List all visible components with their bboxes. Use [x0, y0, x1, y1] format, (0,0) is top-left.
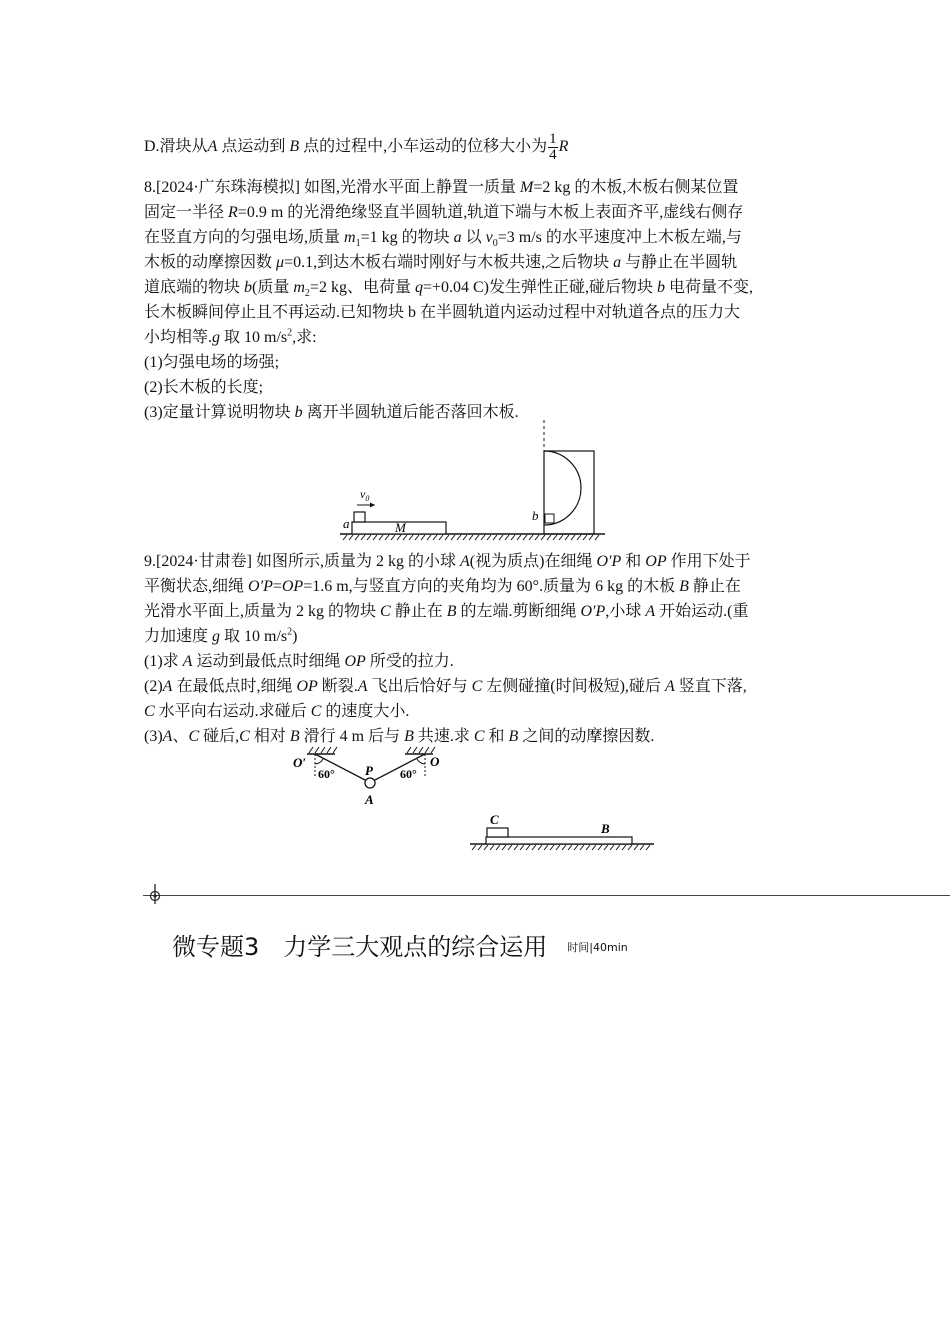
- var: A: [357, 678, 368, 695]
- label-angle-left: 60°: [318, 767, 335, 781]
- var: C: [380, 603, 391, 620]
- var: OP: [281, 578, 304, 595]
- q8-line3: [144, 226, 742, 250]
- var: A: [207, 138, 218, 156]
- text: 木板的动摩擦因数: [144, 254, 277, 271]
- q9-line3: [144, 600, 748, 624]
- text: 左侧碰撞(时间极短),碰后: [482, 678, 665, 695]
- text: 的左端.剪断细绳: [456, 603, 581, 620]
- var: B: [679, 578, 689, 595]
- text: 所受的拉力.: [365, 653, 454, 670]
- text: 平衡状态,细绳: [144, 578, 249, 595]
- var: C: [144, 703, 155, 720]
- section-divider: [143, 895, 950, 896]
- var: A: [645, 603, 656, 620]
- subscript: 1: [355, 238, 361, 250]
- label-C: C: [490, 812, 499, 827]
- var: O′P: [596, 553, 622, 570]
- text: 取 10 m/s: [220, 329, 288, 346]
- text: 作用下处于: [666, 553, 751, 570]
- q8-sub1: (1)匀强电场的场强;: [144, 354, 280, 371]
- var: v: [485, 229, 493, 246]
- text: =1 kg 的物块: [360, 229, 454, 246]
- var: C: [188, 728, 200, 745]
- var: M: [520, 179, 534, 196]
- text: ): [292, 628, 298, 645]
- var: A: [162, 728, 173, 745]
- text: (2): [144, 678, 163, 695]
- var: OP: [296, 678, 318, 695]
- section-title: [172, 930, 628, 965]
- text: =2 kg 的木板,木板右侧某位置: [533, 179, 739, 196]
- q8-figure: [335, 418, 615, 542]
- text: =+0.04 C)发生弹性正碰,碰后物块: [422, 279, 658, 296]
- text: 取 10 m/s: [220, 628, 288, 645]
- label-b: b: [532, 508, 539, 523]
- text: 静止在: [390, 603, 447, 620]
- label-M: M: [395, 520, 406, 535]
- var: A: [664, 678, 675, 695]
- text: 之间的动摩擦因数.: [518, 728, 655, 745]
- text: 9.[2024·甘肃卷] 如图所示,质量为 2 kg 的小球: [144, 553, 460, 570]
- q8-line1: [144, 176, 738, 200]
- var: μ: [276, 254, 285, 271]
- var: OP: [344, 653, 366, 670]
- q9-sub2b: [144, 700, 409, 724]
- var: q: [414, 279, 423, 296]
- var: O′P: [248, 578, 273, 595]
- q8-line2: [144, 201, 743, 225]
- text: 滑行 4 m 后与: [299, 728, 405, 745]
- label-P: P: [365, 763, 373, 778]
- text: 开始运动.(重: [655, 603, 749, 620]
- text: (3)定量计算说明物块: [144, 404, 295, 421]
- text: =0.9 m 的光滑绝缘竖直半圆轨道,轨道下端与木板上表面齐平,虚线右侧存: [237, 204, 744, 221]
- var: B: [404, 728, 414, 745]
- var: C: [310, 703, 322, 720]
- var: R: [558, 138, 569, 156]
- text: 光滑水平面上,质量为 2 kg 的物块: [144, 603, 381, 620]
- label-a: a: [343, 516, 350, 531]
- text: =3 m/s 的水平速度冲上木板左端,与: [497, 229, 742, 246]
- var: g: [212, 329, 221, 346]
- left-angle-arc: [315, 759, 323, 764]
- text: 和: [484, 728, 509, 745]
- crosshair-icon: [146, 884, 164, 906]
- text: 8.[2024·广东珠海模拟] 如图,光滑水平面上静置一质量: [144, 179, 520, 196]
- q8-sub2: (2)长木板的长度;: [144, 379, 264, 396]
- var: B: [508, 728, 519, 745]
- label-Op: O′: [293, 755, 307, 770]
- var: g: [212, 628, 221, 645]
- text: (3): [144, 728, 163, 745]
- q8-line4: [144, 251, 737, 275]
- var: C: [239, 728, 250, 745]
- var: a: [453, 229, 462, 246]
- velocity-arrow: [357, 503, 375, 508]
- var: b: [294, 404, 303, 421]
- var: OP: [645, 553, 667, 570]
- numerator: 1: [549, 131, 557, 147]
- text: 共速.求: [413, 728, 474, 745]
- option-d: [144, 132, 568, 163]
- text: 在最低点时,细绳: [172, 678, 297, 695]
- text: 断裂.: [317, 678, 358, 695]
- var: A: [162, 678, 173, 695]
- text: 和: [621, 553, 646, 570]
- var: b: [657, 279, 666, 296]
- label-angle-right: 60°: [400, 767, 417, 781]
- var: b: [244, 279, 253, 296]
- section-title-text: 微专题3 力学三大观点的综合运用: [172, 933, 548, 961]
- q8-line6: 长木板瞬间停止且不再运动.已知物块 b 在半圆轨道内运动过程中对轨道各点的压力大: [144, 304, 741, 321]
- subscript: 2: [304, 288, 310, 300]
- text: 相对: [249, 728, 290, 745]
- label-O: O: [430, 754, 440, 769]
- q9-sub2a: [144, 675, 747, 699]
- var: A: [182, 653, 193, 670]
- section-time: 时间|40min: [567, 941, 628, 954]
- right-ceiling: [405, 747, 435, 754]
- text: ,小球: [605, 603, 646, 620]
- var: A: [460, 553, 470, 570]
- text: 与静止在半圆轨: [621, 254, 738, 271]
- q9-line4: [144, 625, 297, 649]
- q8-line7: [144, 326, 317, 350]
- text: 固定一半径: [144, 204, 229, 221]
- var: m: [344, 229, 356, 246]
- text: (质量: [252, 279, 294, 296]
- label-B: B: [601, 821, 610, 836]
- q9-line2: [144, 575, 741, 599]
- text: 电荷量不变,: [665, 279, 754, 296]
- text: ,求:: [292, 329, 317, 346]
- text: =: [272, 578, 282, 595]
- ground: [340, 534, 605, 540]
- text: 道底端的物块: [144, 279, 245, 296]
- text: 在竖直方向的匀强电场,质量: [144, 229, 345, 246]
- denominator: 4: [549, 147, 557, 163]
- text: 碰后,: [199, 728, 240, 745]
- var: R: [228, 204, 238, 221]
- rope-OP: [373, 754, 425, 781]
- text: 的速度大小.: [321, 703, 410, 720]
- subscript: 0: [492, 238, 498, 250]
- text: 水平向右运动.求碰后: [154, 703, 311, 720]
- text: (1)求: [144, 653, 183, 670]
- text: =1.6 m,与竖直方向的夹角均为 60°.质量为 6 kg 的木板: [303, 578, 680, 595]
- text: D.滑块从: [144, 138, 208, 156]
- superscript: 2: [287, 327, 293, 339]
- text: 运动到最低点时细绳: [192, 653, 345, 670]
- text: 、: [172, 728, 189, 745]
- label-A: A: [365, 792, 374, 807]
- q9-sub1: [144, 650, 454, 674]
- fraction-quarter: [548, 132, 558, 163]
- var: m: [293, 279, 305, 296]
- text: 以: [461, 229, 486, 246]
- board-B: [486, 837, 632, 844]
- left-ceiling: [307, 747, 337, 754]
- text: 离开半圆轨道后能否落回木板.: [302, 404, 519, 421]
- ball-A: [365, 778, 375, 788]
- var: a: [613, 254, 622, 271]
- text: 飞出后恰好与: [367, 678, 472, 695]
- text: 点运动到: [217, 138, 290, 156]
- var: B: [289, 728, 300, 745]
- text: 力加速度: [144, 628, 213, 645]
- text: =0.1,到达木板右端时刚好与木板共速,之后物块: [284, 254, 614, 271]
- block-b: [545, 514, 554, 523]
- right-angle-arc: [417, 759, 425, 764]
- text: 点的过程中,小车运动的位移大小为: [299, 138, 548, 156]
- q9-pendulum-figure: [285, 744, 455, 810]
- text: 竖直下落,: [674, 678, 747, 695]
- var: O′P: [580, 603, 606, 620]
- label-v0: $v_0$: [360, 487, 370, 503]
- text: 小均相等.: [144, 329, 213, 346]
- q8-line5: [144, 276, 753, 300]
- var: C: [471, 678, 483, 695]
- text: (视为质点)在细绳: [469, 553, 597, 570]
- q9-line1: [144, 550, 751, 574]
- var: B: [446, 603, 457, 620]
- var: B: [289, 138, 300, 156]
- block-C: [487, 828, 508, 837]
- q9-board-figure: [466, 814, 658, 854]
- text: =2 kg、电荷量: [309, 279, 415, 296]
- block-a: [354, 512, 365, 522]
- ground: [470, 844, 654, 850]
- text: 静止在: [688, 578, 741, 595]
- var: C: [473, 728, 485, 745]
- superscript: 2: [287, 626, 293, 638]
